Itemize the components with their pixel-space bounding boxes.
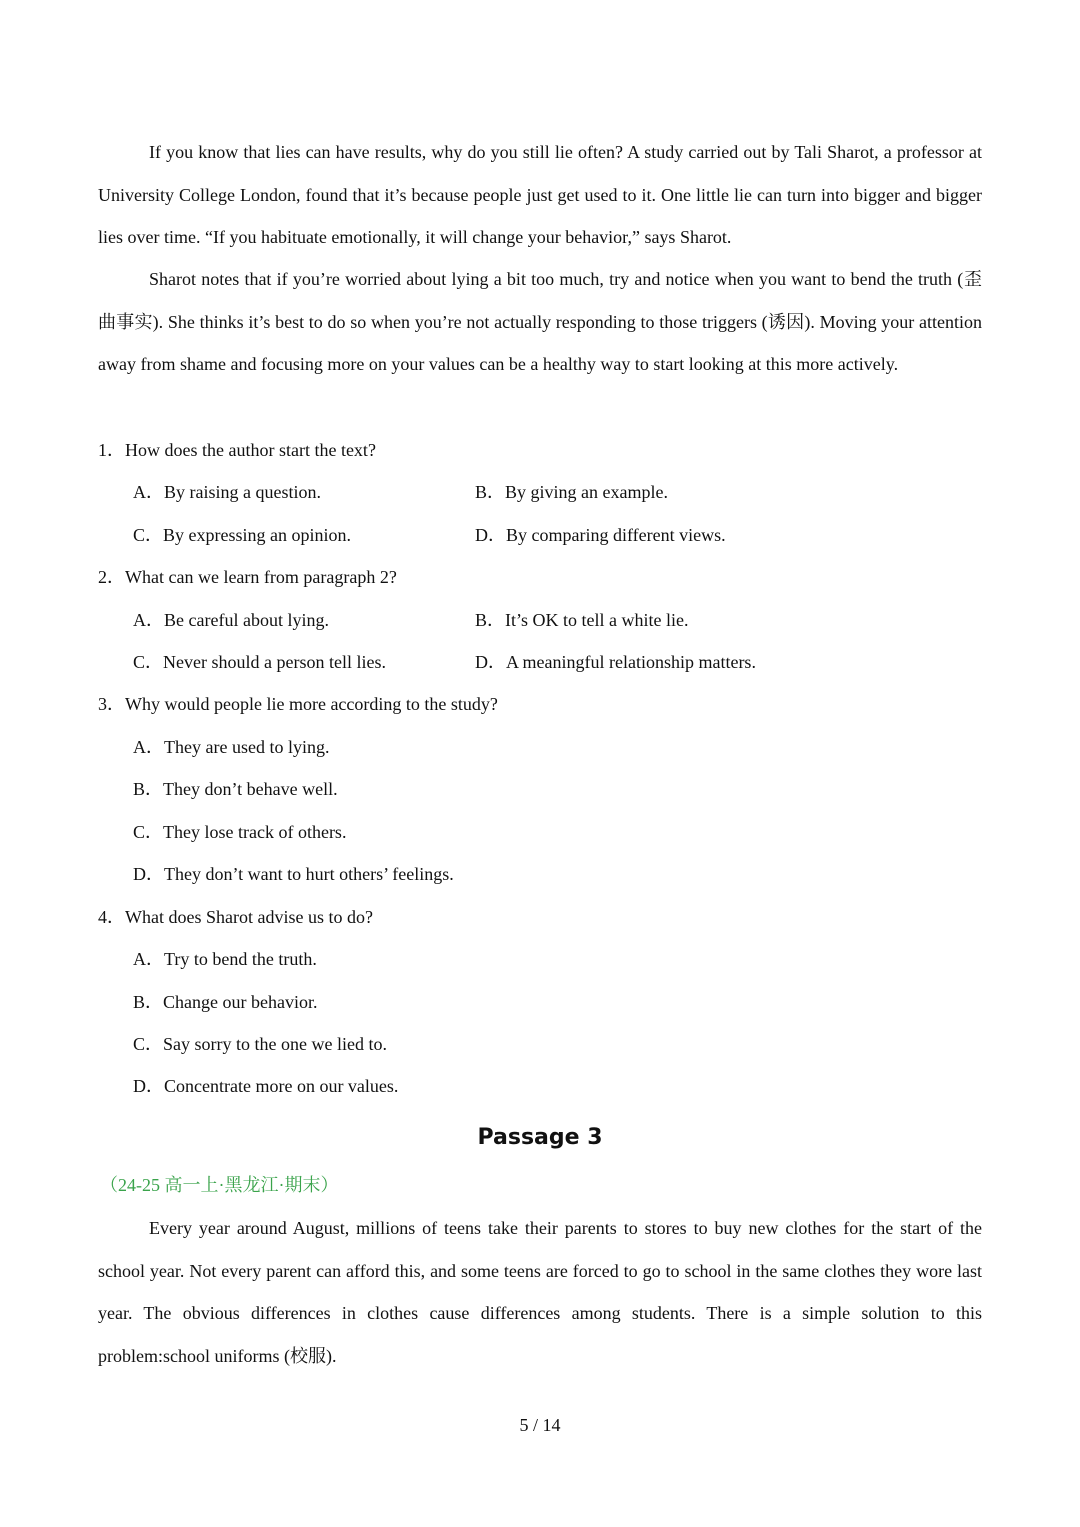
question-4-option-b: B．Change our behavior.	[133, 992, 318, 1012]
page-indicator: 5 / 14	[519, 1415, 561, 1435]
question-3-option-b: B．They don’t behave well.	[133, 779, 338, 799]
question-4-stem: 4．What does Sharot advise us to do?	[98, 907, 373, 927]
question-2-option-c: C．Never should a person tell lies.	[133, 652, 386, 672]
passage-3-paragraph: Every year around August, millions of teens take their parents to stores to buy new clothes for the start of the school year. Not every parent can afford this, and some teens are forced to go to school in the same clothes they wore last year. The obvious differences in clothes cause differences among students. There is a simple solution to this problem:school uniforms (校服).	[98, 1218, 982, 1366]
question-1-option-b: B．By giving an example.	[475, 482, 668, 502]
question-3-option-c: C．They lose track of others.	[133, 822, 347, 842]
question-3-option-d: D．They don’t want to hurt others’ feelings.	[133, 864, 454, 884]
question-2-option-b: B．It’s OK to tell a white lie.	[475, 610, 689, 630]
question-4-option-c: C．Say sorry to the one we lied to.	[133, 1034, 387, 1054]
question-1-stem: 1．How does the author start the text?	[98, 440, 376, 460]
question-3-option-a: A．They are used to lying.	[133, 737, 330, 757]
question-2-stem: 2．What can we learn from paragraph 2?	[98, 567, 397, 587]
question-4-option-d: D．Concentrate more on our values.	[133, 1076, 399, 1096]
question-1-option-c: C．By expressing an opinion.	[133, 525, 351, 545]
question-1-option-d: D．By comparing different views.	[475, 525, 726, 545]
passage-3-heading: Passage 3	[477, 1125, 603, 1150]
passage2-paragraph-2: Sharot notes that if you’re worried about lying a bit too much, try and notice when you want to bend the truth (歪曲事实). She thinks it’s best to do so when you’re not actually responding to those triggers (诱因). Moving your attention away from shame and focusing more on your values can be a healthy way to start looking at this more actively.	[98, 269, 982, 374]
question-4-option-a: A．Try to bend the truth.	[133, 949, 317, 969]
question-2-option-a: A．Be careful about lying.	[133, 610, 329, 630]
question-3-stem: 3．Why would people lie more according to the study?	[98, 694, 498, 714]
passage2-paragraph-1: If you know that lies can have results, why do you still lie often? A study carried out by Tali Sharot, a professor at University College London, found that it’s because people just get used to it. One little lie can turn into bigger and bigger lies over time. “If you habituate emotionally, it will change your behavior,” says Sharot.	[98, 142, 982, 247]
passage-3-source: （24-25 高一上·黑龙江·期末）	[100, 1175, 339, 1195]
question-1-option-a: A．By raising a question.	[133, 482, 321, 502]
question-2-option-d: D．A meaningful relationship matters.	[475, 652, 756, 672]
